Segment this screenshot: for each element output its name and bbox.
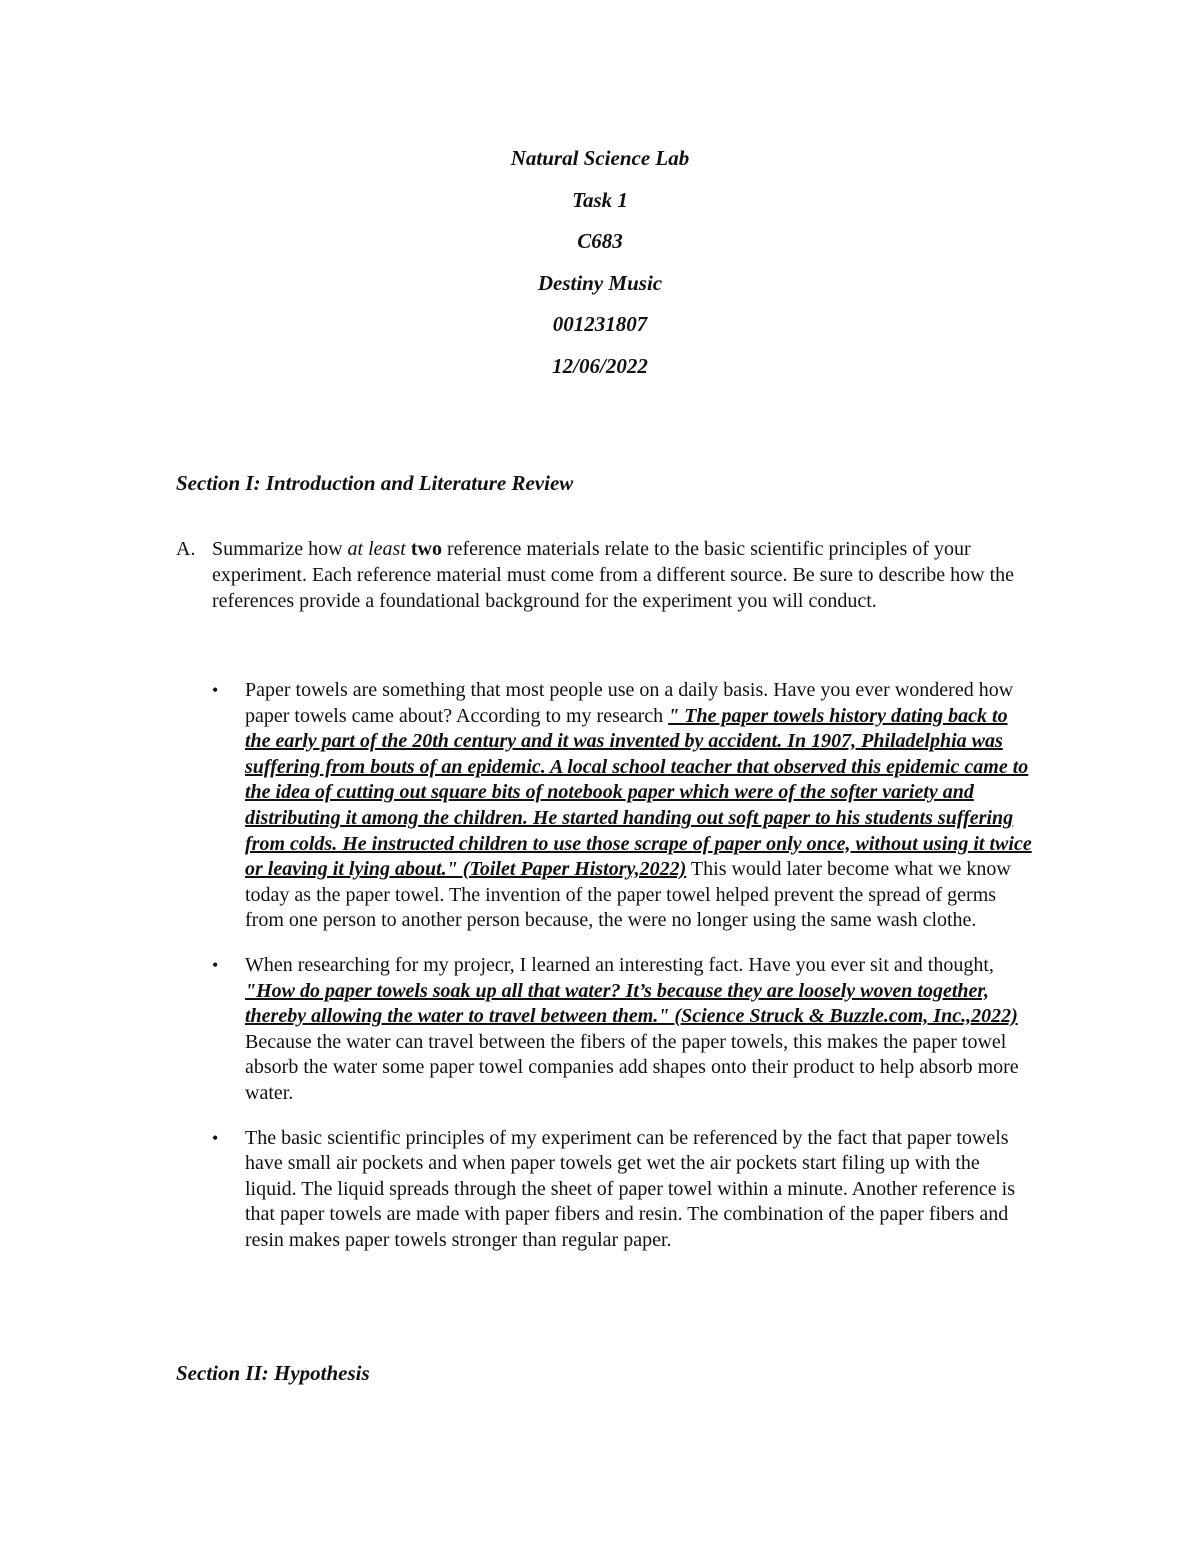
- bullet-marker: •: [212, 1127, 219, 1148]
- bullet-text: When researching for my projecr, I learned an interesting fact. Have you ever sit and thought,: [245, 953, 994, 976]
- section-2-heading: Section II: Hypothesis: [176, 1361, 370, 1385]
- prompt-letter: A.: [176, 538, 196, 560]
- bullet-marker: •: [212, 954, 219, 975]
- prompt-text-part: reference materials relate to the basic scientific principles of your experiment. Each reference material must come from a different source. Be sure to describe how the references provide a foundational background for the experiment you will conduct.: [212, 538, 1015, 612]
- prompt-text: [212, 536, 1036, 614]
- prompt-text-part: Summarize how: [212, 538, 348, 560]
- bullet-quote: " The paper towels history dating back to the early part of the 20th century and it was invented by accident. In 1907, Philadelphia was suffering from bouts of an epidemic. A local school teacher that observed this epidemic came to the idea of cutting out square bits of notebook paper which were of the softer variety and distributing it among the children. He started handing out soft paper to his students suffering from colds. He instructed children to use those scrape of paper only once, without using it twice or leaving it lying about." (Toilet Paper History,2022): [245, 704, 1032, 881]
- document-date: 12/06/2022: [552, 353, 648, 378]
- title-block: [0, 138, 1200, 387]
- prompt-strong: two: [410, 538, 442, 560]
- section-1-heading: Section I: Introduction and Literature Review: [176, 471, 574, 495]
- student-id: 001231807: [552, 312, 648, 336]
- list-item: [212, 678, 1032, 934]
- bullet-text: This would later become what we know today as the paper towel. The invention of the paper towel helped prevent the spread of germs from one person to another person because, the were no longer using the same wash clothe.: [245, 858, 1011, 932]
- list-item: [212, 953, 1032, 1107]
- bullet-marker: •: [212, 680, 219, 700]
- list-item: [212, 1126, 1032, 1254]
- bullet-quote: "How do paper towels soak up all that water? It’s because they are loosely woven together, thereby allowing the water to travel between them." (Science Struck & Buzzle.com, Inc.,2022): [245, 979, 1018, 1028]
- task-label: Task 1: [572, 187, 628, 212]
- prompt-paragraph: [176, 536, 1036, 614]
- bullet-text: Because the water can travel between the fibers of the paper towels, this makes the paper towel absorb the water some paper towel companies add shapes onto their product to help absorb more water.: [245, 1030, 1019, 1104]
- bullet-text: The basic scientific principles of my experiment can be referenced by the fact that paper towels have small air pockets and when paper towels get wet the air pockets start filing up with the liquid. The liquid spreads through the sheet of paper towel within a minute. Another reference is that paper towels are made with paper fibers and resin. The combination of the paper fibers and resin makes paper towels stronger than regular paper.: [245, 1126, 1015, 1251]
- author-name: Destiny Music: [537, 270, 663, 295]
- course-code: C683: [577, 229, 623, 253]
- bullet-text: Paper towels are something that most people use on a daily basis. Have you ever wondered how paper towels came about? According to my research: [245, 679, 1014, 727]
- bullet-list: [212, 678, 1032, 1272]
- course-title: Natural Science Lab: [510, 146, 690, 170]
- prompt-emphasis: at least: [347, 538, 406, 560]
